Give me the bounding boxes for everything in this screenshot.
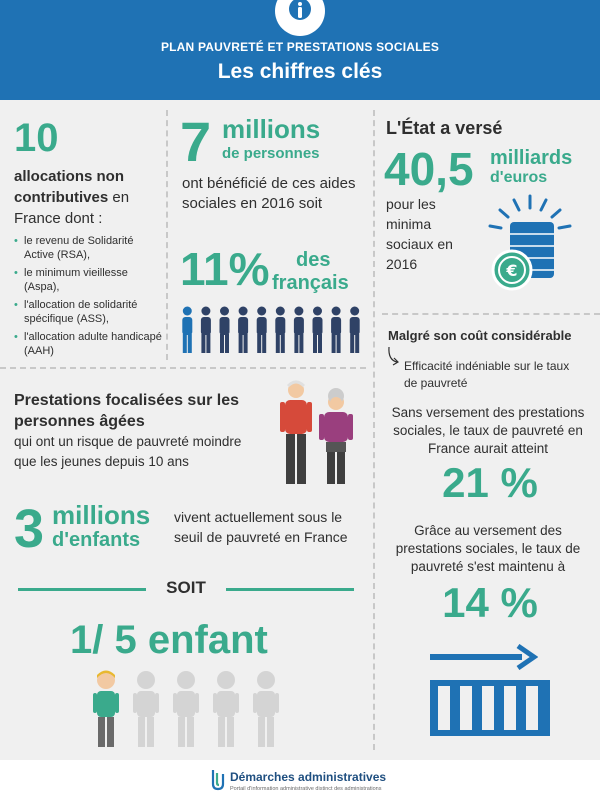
children-unit1: millions bbox=[52, 500, 151, 530]
state-unit2: d'euros bbox=[490, 169, 548, 186]
list-item: • l'allocation adulte handicapé (AAH) bbox=[14, 330, 164, 358]
with-value: 14 % bbox=[442, 579, 538, 626]
person-figure bbox=[294, 307, 304, 354]
efficiency-note: Efficacité indéniable sur le taux de pauvreté bbox=[404, 359, 570, 390]
allocations-line2 bbox=[14, 187, 164, 208]
person-figure bbox=[220, 307, 230, 354]
with-text: Grâce au versement des prestations sociales, le taux de pauvreté s'est maintenu à bbox=[395, 523, 581, 574]
elderly-text: qui ont un risque de pauvreté moindre que les jeunes depuis 10 ans bbox=[14, 434, 242, 469]
allocations-text bbox=[14, 166, 164, 229]
person-figure bbox=[313, 307, 323, 354]
person-figure bbox=[275, 307, 285, 354]
beneficiaries-unit2: de personnes bbox=[222, 145, 320, 162]
divider bbox=[373, 110, 375, 750]
child-figure bbox=[133, 671, 159, 747]
list-item: • le revenu de Solidarité Active (RSA), bbox=[14, 234, 164, 262]
child-figure bbox=[173, 671, 199, 747]
children-row bbox=[86, 670, 286, 750]
allocations-line3: France dont : bbox=[14, 210, 103, 227]
allocations-line2b: en bbox=[108, 189, 130, 206]
elderly-couple-illustration bbox=[274, 378, 364, 490]
efficiency-heading: Malgré son coût considérable bbox=[388, 328, 572, 343]
footer bbox=[0, 760, 600, 801]
person-figure bbox=[350, 307, 360, 354]
growth-arrow-icon bbox=[428, 644, 538, 670]
without-value: 21 % bbox=[442, 459, 538, 506]
allocations-line1: allocations non bbox=[14, 168, 125, 185]
divider bbox=[0, 367, 366, 369]
state-unit1: milliards bbox=[490, 147, 573, 169]
children-number: 3 bbox=[14, 499, 45, 559]
person-figure bbox=[238, 307, 248, 354]
children-text: vivent actuellement sous le seuil de pauvreté en France bbox=[174, 509, 348, 545]
state-text: pour les minima sociaux en 2016 bbox=[386, 196, 453, 272]
header-badge bbox=[275, 0, 325, 36]
soit-label: SOIT bbox=[166, 578, 206, 597]
person-figure bbox=[331, 307, 341, 354]
person-figure bbox=[182, 307, 192, 354]
curved-arrow-icon bbox=[386, 346, 400, 368]
list-item: • le minimum vieillesse (Aspa), bbox=[14, 266, 164, 294]
children-unit2: d'enfants bbox=[52, 529, 141, 551]
allocations-number: 10 bbox=[14, 116, 59, 160]
page-title: Les chiffres clés bbox=[217, 60, 383, 83]
percent-label2: français bbox=[272, 272, 349, 294]
state-amount: 40,5 bbox=[384, 143, 474, 195]
child-figure-highlighted bbox=[93, 671, 119, 748]
child-figure bbox=[213, 671, 239, 747]
euro-symbol: € bbox=[506, 261, 518, 280]
brand-name: Démarches administratives bbox=[230, 770, 387, 784]
children-ratio: 1/ 5 enfant bbox=[70, 618, 268, 662]
percent-label1: des bbox=[296, 249, 331, 271]
allocations-list bbox=[14, 234, 164, 362]
person-figure bbox=[201, 307, 211, 354]
population-people-row bbox=[178, 306, 364, 354]
child-figure bbox=[253, 671, 279, 747]
elderly-heading: Prestations focalisées sur les personnes âgées bbox=[14, 392, 239, 430]
percent-value: 11% bbox=[180, 243, 270, 295]
person-icon bbox=[275, 0, 325, 36]
person-figure bbox=[257, 307, 267, 354]
soit-line-right bbox=[226, 588, 354, 591]
divider bbox=[166, 110, 168, 360]
beneficiaries-number: 7 bbox=[180, 110, 212, 173]
brand-logo-icon bbox=[208, 768, 226, 792]
beneficiaries-unit1: millions bbox=[222, 114, 321, 144]
bars-icon bbox=[430, 680, 550, 736]
list-item: • l'allocation de solidarité spécifique (ASS), bbox=[14, 298, 164, 326]
header-banner bbox=[0, 0, 600, 100]
brand-tagline: Portail d'information administrative distinct des administrations bbox=[230, 786, 382, 792]
allocations-line2a: contributives bbox=[14, 189, 109, 206]
header-subtitle: PLAN PAUVRETÉ ET PRESTATIONS SOCIALES bbox=[160, 40, 440, 54]
without-text: Sans versement des prestations sociales, le taux de pauvreté en France aurait atteint bbox=[391, 405, 585, 456]
state-intro: L'État a versé bbox=[386, 118, 503, 138]
coins-euro-icon bbox=[480, 192, 580, 292]
divider bbox=[382, 313, 600, 315]
beneficiaries-text: ont bénéficié de ces aides sociales en 2016 soit bbox=[182, 175, 356, 212]
soit-line-left bbox=[18, 588, 146, 591]
